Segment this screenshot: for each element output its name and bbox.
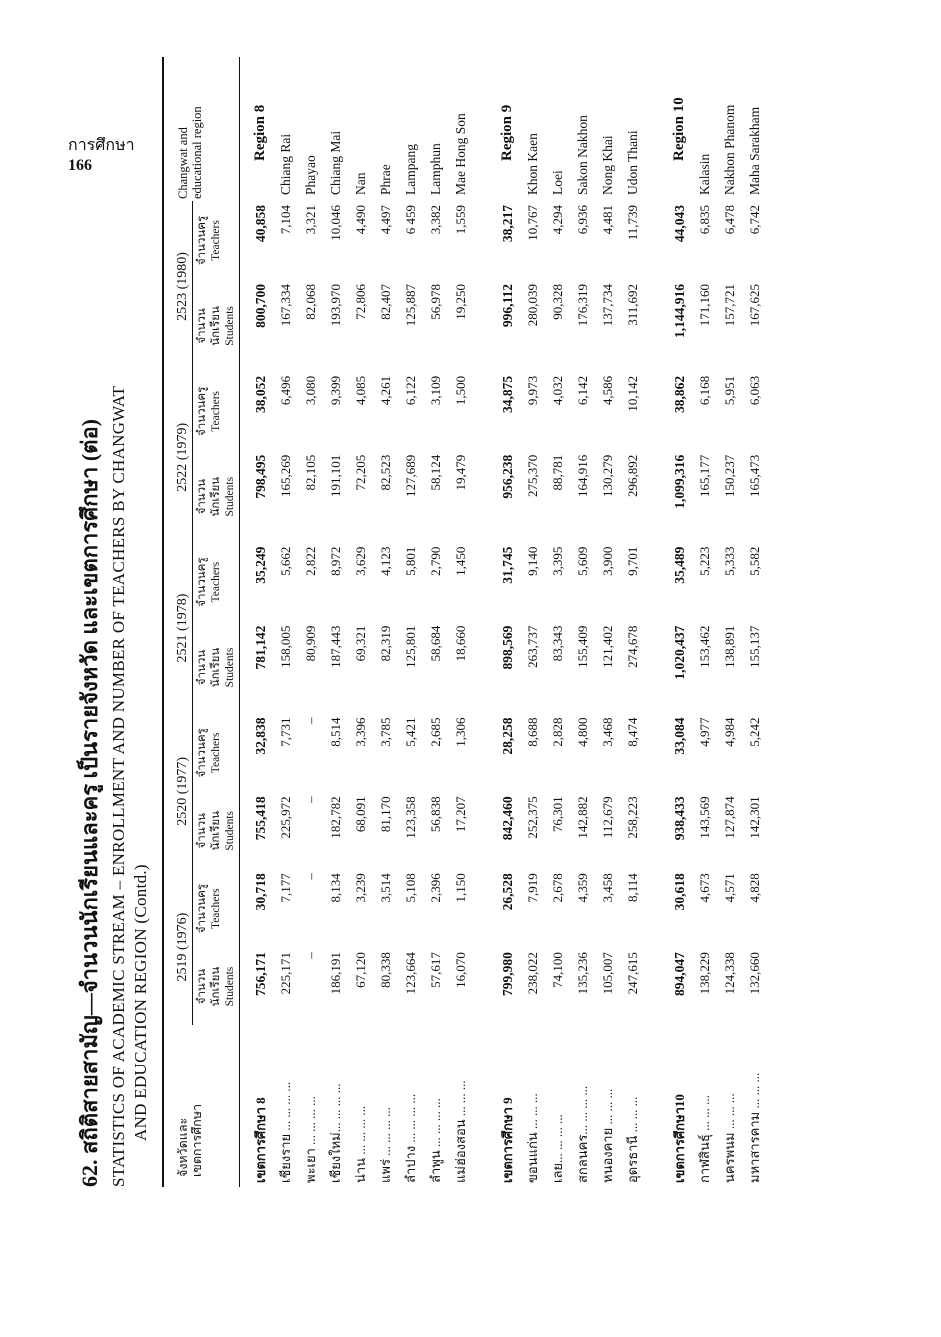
thai-name-cell: ลำพูน ... ... ... ... <box>428 1098 443 1183</box>
students-cell: 799,980 <box>499 952 515 996</box>
section-label: การศึกษา <box>68 137 135 154</box>
students-cell: 996,112 <box>499 284 515 328</box>
students-cell: 176,319 <box>574 284 590 327</box>
students-subheader: จำนวน นักเรียน Students <box>196 306 236 346</box>
teachers-cell: 6,742 <box>746 205 762 235</box>
english-name-cell: Region 10 <box>671 97 687 161</box>
students-cell: 164,916 <box>574 454 590 498</box>
teachers-cell: 3,396 <box>352 717 368 747</box>
table-row <box>348 57 373 1187</box>
students-cell: 72,205 <box>352 454 368 491</box>
english-title-line1: STATISTICS OF ACADEMIC STREAM – ENROLLMENT AND NUMBER OF TEACHERS BY CHANGWAT <box>109 385 128 1187</box>
students-cell: 132,660 <box>746 952 762 995</box>
teachers-cell: 32,838 <box>240 713 274 792</box>
students-cell: 193,970 <box>327 284 343 327</box>
teachers-cell: 44,043 <box>671 205 687 243</box>
english-name-cell: Nan <box>352 172 368 195</box>
english-name-cell: Region 9 <box>499 104 515 161</box>
students-cell: 69,321 <box>352 625 368 662</box>
english-name-cell: Sakon Nakhon <box>574 115 590 195</box>
teachers-cell: 4,481 <box>599 205 615 235</box>
table-row <box>273 57 298 1187</box>
teachers-cell: 38,052 <box>240 372 274 451</box>
teachers-cell: 4,984 <box>721 717 737 747</box>
students-cell: 112,679 <box>599 796 615 839</box>
students-cell: 153,462 <box>696 625 712 668</box>
students-cell: 124,338 <box>721 952 737 995</box>
teachers-cell: 6,122 <box>402 375 418 406</box>
thai-name-cell: เขตการศึกษา 9 <box>500 1097 515 1183</box>
teachers-cell: 3,109 <box>427 375 443 406</box>
thai-name-cell: ลำปาง ... ... ... ... <box>403 1093 418 1183</box>
students-cell: 311,692 <box>624 284 640 326</box>
teachers-cell: 40,858 <box>240 201 274 280</box>
teachers-cell: 26,528 <box>499 873 515 911</box>
students-cell: 82,319 <box>377 625 393 662</box>
region-row <box>473 57 520 1187</box>
teachers-cell: 5,421 <box>402 717 418 747</box>
teachers-cell: 6,478 <box>721 205 737 235</box>
teachers-cell: 4,032 <box>549 375 565 406</box>
teachers-cell: 5,662 <box>277 546 293 576</box>
teachers-cell: 33,084 <box>671 717 687 755</box>
teachers-cell: 6,835 <box>696 205 712 235</box>
students-cell: 798,495 <box>240 451 274 543</box>
students-cell: 898,569 <box>499 625 515 670</box>
teachers-cell: 28,258 <box>499 717 515 755</box>
students-cell: 238,022 <box>524 952 540 995</box>
table-row <box>448 57 473 1187</box>
students-cell: 82,068 <box>302 284 318 320</box>
students-cell: 56,838 <box>427 796 443 833</box>
teachers-cell: 34,875 <box>499 375 515 413</box>
students-cell: 72,806 <box>352 284 368 320</box>
table-row <box>717 57 742 1187</box>
thai-name-cell: เชียงใหม่... ... ... ... <box>328 1083 343 1183</box>
teachers-cell: 38,217 <box>499 205 515 243</box>
teachers-cell: 5,242 <box>746 717 762 747</box>
teachers-cell: 10,767 <box>524 205 540 241</box>
teachers-cell: 1,306 <box>452 717 468 747</box>
students-cell: 16,070 <box>452 952 468 988</box>
thai-name-cell: เชียงราย ... ... ... ... <box>278 1081 293 1183</box>
teachers-cell: 1,150 <box>452 873 468 903</box>
students-cell: 142,882 <box>574 796 590 839</box>
teachers-cell: 35,249 <box>240 543 274 622</box>
students-cell: 74,100 <box>549 952 565 988</box>
table-number: 62. <box>77 1159 102 1187</box>
teachers-cell: 1,559 <box>452 205 468 235</box>
students-cell: 186,191 <box>327 952 343 995</box>
students-cell: 18,660 <box>452 625 468 662</box>
students-cell: 274,678 <box>624 625 640 668</box>
teachers-cell: 11,739 <box>624 205 640 241</box>
teachers-cell: 3,321 <box>302 205 318 235</box>
students-cell: 167,334 <box>277 284 293 327</box>
students-cell: 143,569 <box>696 796 712 839</box>
english-name-cell: Udon Thani <box>624 130 640 195</box>
students-cell: – <box>302 952 318 959</box>
teachers-subheader: จำนวนครู Teachers <box>196 386 222 436</box>
students-cell: 127,874 <box>721 796 737 839</box>
students-cell: 150,237 <box>721 454 737 498</box>
teachers-cell: 5,801 <box>402 546 418 576</box>
students-cell: 82,407 <box>377 284 393 320</box>
english-name-cell: Phayao <box>302 155 318 195</box>
left-column-header: จังหวัดและ เขตการศึกษา <box>163 1025 240 1187</box>
teachers-cell: 38,862 <box>671 375 687 413</box>
thai-name-cell: อุดรธานี ... ... ... <box>625 1096 640 1183</box>
teachers-cell: 9,701 <box>624 546 640 576</box>
teachers-cell: 9,973 <box>524 375 540 406</box>
year-header: 2521 (1978) <box>163 543 193 714</box>
teachers-cell: 6,142 <box>574 375 590 406</box>
students-cell: 123,358 <box>402 796 418 839</box>
english-name-cell: Region 8 <box>240 57 274 201</box>
students-cell: 130,279 <box>599 454 615 498</box>
table-row <box>423 57 448 1187</box>
teachers-cell: 4,800 <box>574 717 590 747</box>
teachers-cell: 2,678 <box>549 873 565 903</box>
thai-name-cell: กาฬสินธุ์ ... ... ... <box>697 1095 712 1183</box>
teachers-cell: 30,718 <box>240 869 274 948</box>
teachers-cell: 3,900 <box>599 546 615 576</box>
teachers-cell: 9,399 <box>327 375 343 406</box>
students-cell: 56,978 <box>427 284 443 320</box>
english-name-cell: Mae Hong Son <box>452 113 468 195</box>
students-cell: 125,887 <box>402 284 418 327</box>
teachers-cell: 10,046 <box>327 205 343 241</box>
teachers-cell: 7,104 <box>277 205 293 235</box>
english-title-line2: AND EDUCATION REGION (Contd.) <box>131 864 150 1141</box>
students-cell: 800,700 <box>240 280 274 372</box>
students-cell: 80,909 <box>302 625 318 662</box>
students-cell: 105,007 <box>599 952 615 995</box>
students-subheader: จำนวน นักเรียน Students <box>196 810 236 851</box>
teachers-cell: 6,063 <box>746 375 762 406</box>
teachers-cell: 5,223 <box>696 546 712 576</box>
teachers-cell: 30,618 <box>671 873 687 911</box>
students-cell: 155,137 <box>746 625 762 668</box>
english-name-cell: Loei <box>549 170 565 195</box>
teachers-cell: 2,828 <box>549 717 565 747</box>
thai-name-cell: นครพนม ... ... ... <box>722 1093 737 1183</box>
teachers-cell: 8,474 <box>624 717 640 747</box>
students-cell: 252,375 <box>524 796 540 839</box>
teachers-cell: 4,294 <box>549 205 565 235</box>
students-cell: 165,269 <box>277 454 293 498</box>
teachers-cell: 4,085 <box>352 375 368 406</box>
students-subheader: จำนวน นักเรียน Students <box>196 966 236 1007</box>
students-cell: 171,160 <box>696 284 712 327</box>
teachers-cell: 3,785 <box>377 717 393 747</box>
statistics-table <box>162 57 767 1187</box>
teachers-cell: 7,731 <box>277 717 293 747</box>
english-name-cell: Phrae <box>377 164 393 195</box>
students-cell: 80,338 <box>377 952 393 988</box>
teachers-cell: 4,828 <box>746 873 762 903</box>
students-cell: 247,615 <box>624 952 640 995</box>
teachers-cell: 6 459 <box>402 205 418 235</box>
teachers-cell: 8,688 <box>524 717 540 747</box>
teachers-cell: 31,745 <box>499 546 515 584</box>
teachers-cell: 3,514 <box>377 873 393 903</box>
students-cell: 57,617 <box>427 952 443 988</box>
students-cell: 157,721 <box>721 284 737 327</box>
teachers-cell: 10,142 <box>624 375 640 412</box>
year-header: 2519 (1976) <box>163 869 193 1025</box>
students-cell: – <box>302 796 318 803</box>
thai-name-cell: เลย... ... ... ... <box>550 1114 565 1183</box>
students-cell: 894,047 <box>671 952 687 996</box>
teachers-cell: 8,134 <box>327 873 343 903</box>
teachers-cell: 4,571 <box>721 873 737 903</box>
students-cell: 121,402 <box>599 625 615 668</box>
teachers-cell: 3,468 <box>599 717 615 747</box>
students-cell: 263,737 <box>524 625 540 668</box>
teachers-cell: 5,108 <box>402 873 418 903</box>
students-cell: 938,433 <box>671 796 687 841</box>
students-cell: 58,124 <box>427 454 443 491</box>
teachers-cell: 4,261 <box>377 375 393 406</box>
table-row <box>298 57 323 1187</box>
teachers-cell: 6,168 <box>696 375 712 406</box>
students-cell: 956,238 <box>499 454 515 499</box>
students-cell: 90,328 <box>549 284 565 320</box>
table-row <box>570 57 595 1187</box>
english-name-cell: Lampang <box>402 144 418 195</box>
students-cell: 76,301 <box>549 796 565 833</box>
teachers-cell: 2,396 <box>427 873 443 903</box>
table-row <box>520 57 545 1187</box>
teachers-cell: 3,629 <box>352 546 368 576</box>
students-cell: 123,664 <box>402 952 418 995</box>
students-cell: 67,120 <box>352 952 368 988</box>
students-cell: 125,801 <box>402 625 418 668</box>
students-subheader: จำนวน นักเรียน Students <box>196 476 236 517</box>
thai-name-cell: แม่ฮ่องสอน ... ... ... <box>453 1080 468 1183</box>
teachers-cell: 9,140 <box>524 546 540 576</box>
students-cell: 191,101 <box>327 454 343 498</box>
thai-name-cell: แพร่ ... ... ... ... <box>378 1107 393 1183</box>
english-name-cell: Nong Khai <box>599 135 615 195</box>
students-cell: 167,625 <box>746 284 762 327</box>
students-cell: 155,409 <box>574 625 590 668</box>
teachers-cell: 2,790 <box>427 546 443 576</box>
students-cell: 756,171 <box>240 948 274 1025</box>
students-cell: 280,039 <box>524 284 540 327</box>
region-row <box>240 57 274 1187</box>
thai-name-cell: เขตการศึกษา10 <box>672 1094 687 1183</box>
region-row <box>645 57 692 1187</box>
students-cell: 83,343 <box>549 625 565 662</box>
students-cell: 19,479 <box>452 454 468 491</box>
english-name-cell: Lamphun <box>427 143 443 195</box>
teachers-cell: 4,490 <box>352 205 368 235</box>
students-cell: 1,144,916 <box>671 284 687 338</box>
thai-name-cell: สกลนคร... ... ... ... <box>575 1085 590 1183</box>
table-row <box>692 57 717 1187</box>
teachers-cell: 3,382 <box>427 205 443 235</box>
students-cell: 88,781 <box>549 454 565 491</box>
english-name-cell: Chiang Mai <box>327 130 343 195</box>
students-cell: 755,418 <box>240 792 274 869</box>
students-cell: 781,142 <box>240 622 274 714</box>
teachers-cell: 7,177 <box>277 873 293 903</box>
students-cell: 165,177 <box>696 454 712 498</box>
students-cell: 135,236 <box>574 952 590 995</box>
teachers-cell: 3,080 <box>302 375 318 406</box>
thai-name-cell: พะเยา ... ... ... ... <box>303 1096 318 1183</box>
teachers-cell: 8,114 <box>624 873 640 902</box>
teachers-cell: 3,239 <box>352 873 368 903</box>
teachers-cell: 5,582 <box>746 546 762 576</box>
teachers-cell: 2,685 <box>427 717 443 747</box>
students-cell: 258,223 <box>624 796 640 839</box>
teachers-subheader: จำนวนครู Teachers <box>196 557 222 607</box>
students-cell: 137,734 <box>599 284 615 327</box>
students-cell: 182,782 <box>327 796 343 839</box>
teachers-cell: 2,822 <box>302 546 318 576</box>
students-cell: 842,460 <box>499 796 515 841</box>
students-cell: 127,689 <box>402 454 418 498</box>
students-cell: 1,099,316 <box>671 454 687 509</box>
thai-name-cell: เขตการศึกษา 8 <box>240 1025 274 1187</box>
thai-name-cell: ขอนแก่น ... ... ... <box>525 1093 540 1183</box>
teachers-cell: – <box>302 717 318 724</box>
table-row <box>595 57 620 1187</box>
teachers-cell: 6,936 <box>574 205 590 235</box>
page-number: 166 <box>68 157 92 174</box>
students-cell: 68,091 <box>352 796 368 833</box>
teachers-cell: 8,972 <box>327 546 343 576</box>
students-cell: 58,684 <box>427 625 443 662</box>
teachers-subheader: จำนวนครู Teachers <box>196 728 222 778</box>
english-name-cell: Khon Kaen <box>524 133 540 195</box>
students-cell: 138,891 <box>721 625 737 668</box>
teachers-cell: 6,496 <box>277 375 293 406</box>
students-cell: 1,020,437 <box>671 625 687 680</box>
teachers-cell: 5,333 <box>721 546 737 576</box>
students-cell: 82,523 <box>377 454 393 491</box>
table-row <box>742 57 767 1187</box>
students-subheader: จำนวน นักเรียน Students <box>196 647 236 688</box>
thai-title: สถิติสายสามัญ—จำนวนนักเรียนและครู เป็นรายจังหวัด และเขตการศึกษา (ต่อ) <box>77 418 102 1154</box>
teachers-cell: 4,977 <box>696 717 712 747</box>
english-name-cell: Maha Sarakham <box>746 106 762 195</box>
students-cell: 158,005 <box>277 625 293 668</box>
students-cell: 187,443 <box>327 625 343 668</box>
teachers-cell: 8,514 <box>327 717 343 747</box>
teachers-cell: 4,359 <box>574 873 590 903</box>
table-row <box>620 57 645 1187</box>
students-cell: 17,207 <box>452 796 468 833</box>
students-cell: 165,473 <box>746 454 762 498</box>
teachers-cell: 4,123 <box>377 546 393 576</box>
teachers-cell: 4,497 <box>377 205 393 235</box>
teachers-cell: 4,673 <box>696 873 712 903</box>
teachers-cell: 5,951 <box>721 375 737 406</box>
students-cell: 82,105 <box>302 454 318 491</box>
year-header: 2522 (1979) <box>163 372 193 543</box>
students-cell: 19,250 <box>452 284 468 320</box>
teachers-cell: 35,489 <box>671 546 687 584</box>
students-cell: 81,170 <box>377 796 393 833</box>
students-cell: 138,229 <box>696 952 712 995</box>
students-cell: 225,171 <box>277 952 293 995</box>
year-header: 2523 (1980) <box>163 201 193 372</box>
table-row <box>545 57 570 1187</box>
table-title <box>72 67 151 1187</box>
year-header: 2520 (1977) <box>163 713 193 869</box>
thai-name-cell: มหาสารคาม ... ... ... <box>747 1072 762 1183</box>
english-name-cell: Kalasin <box>696 153 712 195</box>
students-cell: 142,301 <box>746 796 762 839</box>
students-cell: 225,972 <box>277 796 293 839</box>
right-column-header: Changwat and educational region <box>163 57 240 201</box>
thai-name-cell: น่าน ... ... ... ... <box>353 1105 368 1183</box>
teachers-cell: 4,586 <box>599 375 615 406</box>
students-cell: 296,892 <box>624 454 640 498</box>
teachers-cell: 3,395 <box>549 546 565 576</box>
students-cell: 275,370 <box>524 454 540 498</box>
teachers-cell: 3,458 <box>599 873 615 903</box>
teachers-subheader: จำนวนครู Teachers <box>196 215 222 266</box>
teachers-cell: 1,500 <box>452 375 468 406</box>
table-row <box>323 57 348 1187</box>
table-row <box>373 57 398 1187</box>
teachers-cell: 7,919 <box>524 873 540 903</box>
teachers-subheader: จำนวนครู Teachers <box>196 884 222 934</box>
teachers-cell: 1,450 <box>452 546 468 576</box>
english-name-cell: Nakhon Phanom <box>721 104 737 195</box>
english-name-cell: Chiang Rai <box>277 133 293 195</box>
table-row <box>398 57 423 1187</box>
thai-name-cell: หนองคาย ... ... ... <box>600 1088 615 1183</box>
teachers-cell: – <box>302 873 318 880</box>
teachers-cell: 5,609 <box>574 546 590 576</box>
